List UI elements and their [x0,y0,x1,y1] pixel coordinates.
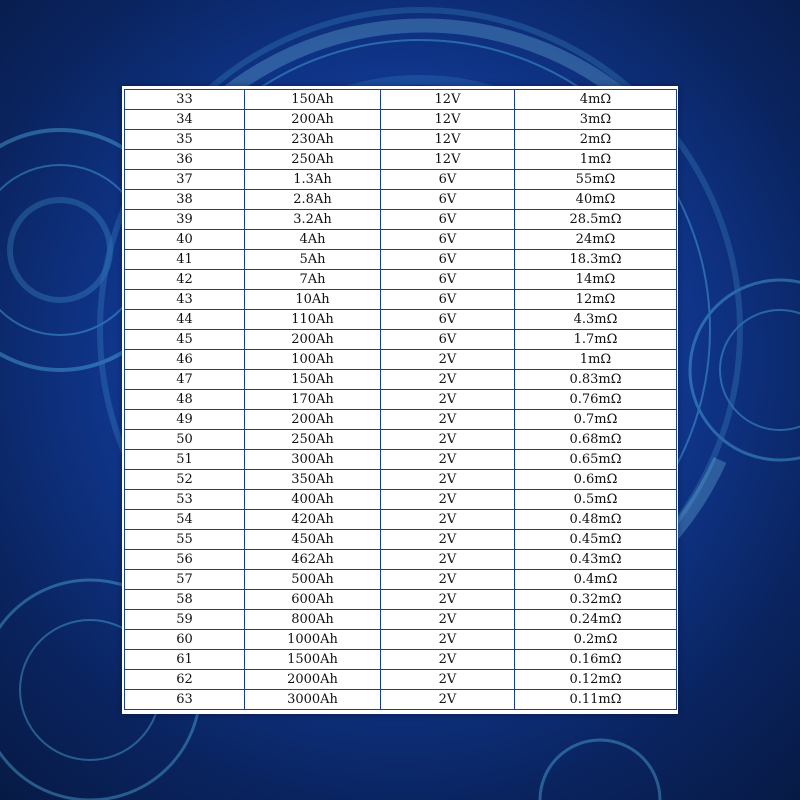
cell-no: 62 [125,670,245,690]
cell-voltage: 2V [381,450,515,470]
table-row [125,390,677,410]
table-row [125,590,677,610]
cell-capacity: 2000Ah [245,670,381,690]
cell-resistance: 0.5mΩ [515,490,677,510]
cell-capacity: 100Ah [245,350,381,370]
cell-voltage: 6V [381,310,515,330]
cell-capacity: 500Ah [245,570,381,590]
cell-resistance: 0.16mΩ [515,650,677,670]
cell-capacity: 3.2Ah [245,210,381,230]
cell-no: 40 [125,230,245,250]
cell-resistance: 24mΩ [515,230,677,250]
cell-voltage: 12V [381,150,515,170]
cell-capacity: 200Ah [245,410,381,430]
table-row [125,610,677,630]
cell-no: 60 [125,630,245,650]
cell-no: 59 [125,610,245,630]
cell-resistance: 0.68mΩ [515,430,677,450]
table-row [125,250,677,270]
cell-capacity: 110Ah [245,310,381,330]
cell-voltage: 12V [381,90,515,110]
cell-resistance: 1mΩ [515,150,677,170]
cell-resistance: 1.7mΩ [515,330,677,350]
table-row [125,470,677,490]
cell-voltage: 6V [381,270,515,290]
cell-resistance: 0.7mΩ [515,410,677,430]
cell-voltage: 6V [381,330,515,350]
cell-no: 63 [125,690,245,710]
cell-resistance: 28.5mΩ [515,210,677,230]
table-row [125,490,677,510]
cell-capacity: 1500Ah [245,650,381,670]
cell-voltage: 2V [381,410,515,430]
cell-no: 51 [125,450,245,470]
cell-resistance: 4.3mΩ [515,310,677,330]
table-row [125,110,677,130]
cell-voltage: 2V [381,490,515,510]
table-row [125,570,677,590]
cell-no: 43 [125,290,245,310]
table-row [125,430,677,450]
spec-table-panel [122,86,678,714]
table-row [125,550,677,570]
table-row [125,650,677,670]
cell-no: 37 [125,170,245,190]
cell-no: 42 [125,270,245,290]
cell-capacity: 250Ah [245,150,381,170]
cell-no: 41 [125,250,245,270]
cell-no: 35 [125,130,245,150]
cell-resistance: 0.11mΩ [515,690,677,710]
cell-resistance: 0.45mΩ [515,530,677,550]
cell-resistance: 0.48mΩ [515,510,677,530]
cell-voltage: 2V [381,570,515,590]
table-row [125,370,677,390]
cell-capacity: 200Ah [245,110,381,130]
cell-capacity: 2.8Ah [245,190,381,210]
cell-voltage: 2V [381,650,515,670]
table-row [125,670,677,690]
cell-voltage: 6V [381,170,515,190]
cell-resistance: 3mΩ [515,110,677,130]
cell-no: 49 [125,410,245,430]
table-row [125,170,677,190]
table-row [125,270,677,290]
cell-voltage: 2V [381,550,515,570]
cell-no: 61 [125,650,245,670]
cell-voltage: 6V [381,250,515,270]
table-row [125,690,677,710]
cell-capacity: 230Ah [245,130,381,150]
table-row [125,330,677,350]
table-row [125,90,677,110]
battery-spec-table [124,89,677,710]
table-row [125,510,677,530]
cell-resistance: 1mΩ [515,350,677,370]
cell-no: 54 [125,510,245,530]
cell-no: 48 [125,390,245,410]
cell-voltage: 2V [381,390,515,410]
cell-resistance: 55mΩ [515,170,677,190]
cell-no: 34 [125,110,245,130]
cell-voltage: 2V [381,470,515,490]
cell-capacity: 3000Ah [245,690,381,710]
table-row [125,150,677,170]
cell-no: 56 [125,550,245,570]
cell-capacity: 450Ah [245,530,381,550]
cell-no: 33 [125,90,245,110]
cell-no: 38 [125,190,245,210]
cell-voltage: 2V [381,370,515,390]
cell-capacity: 420Ah [245,510,381,530]
cell-resistance: 0.24mΩ [515,610,677,630]
cell-voltage: 6V [381,210,515,230]
cell-capacity: 10Ah [245,290,381,310]
cell-no: 50 [125,430,245,450]
table-row [125,230,677,250]
cell-voltage: 2V [381,590,515,610]
table-row [125,410,677,430]
cell-resistance: 0.4mΩ [515,570,677,590]
cell-resistance: 0.12mΩ [515,670,677,690]
cell-voltage: 2V [381,610,515,630]
cell-resistance: 2mΩ [515,130,677,150]
cell-capacity: 1.3Ah [245,170,381,190]
cell-no: 53 [125,490,245,510]
cell-voltage: 2V [381,510,515,530]
cell-no: 36 [125,150,245,170]
cell-voltage: 6V [381,190,515,210]
cell-resistance: 0.43mΩ [515,550,677,570]
cell-resistance: 0.76mΩ [515,390,677,410]
cell-voltage: 2V [381,670,515,690]
cell-no: 46 [125,350,245,370]
cell-no: 52 [125,470,245,490]
cell-no: 47 [125,370,245,390]
cell-resistance: 0.83mΩ [515,370,677,390]
cell-voltage: 2V [381,690,515,710]
table-body [125,90,677,710]
cell-voltage: 12V [381,110,515,130]
cell-capacity: 7Ah [245,270,381,290]
table-row [125,130,677,150]
cell-capacity: 1000Ah [245,630,381,650]
cell-capacity: 800Ah [245,610,381,630]
cell-voltage: 6V [381,290,515,310]
cell-resistance: 12mΩ [515,290,677,310]
cell-voltage: 12V [381,130,515,150]
cell-voltage: 6V [381,230,515,250]
cell-capacity: 5Ah [245,250,381,270]
table-row [125,530,677,550]
cell-resistance: 18.3mΩ [515,250,677,270]
cell-resistance: 14mΩ [515,270,677,290]
cell-capacity: 462Ah [245,550,381,570]
cell-capacity: 170Ah [245,390,381,410]
table-row [125,350,677,370]
cell-voltage: 2V [381,530,515,550]
cell-capacity: 250Ah [245,430,381,450]
cell-no: 45 [125,330,245,350]
cell-resistance: 0.2mΩ [515,630,677,650]
table-row [125,210,677,230]
cell-voltage: 2V [381,350,515,370]
table-row [125,630,677,650]
cell-capacity: 400Ah [245,490,381,510]
cell-no: 55 [125,530,245,550]
cell-resistance: 0.6mΩ [515,470,677,490]
cell-voltage: 2V [381,630,515,650]
cell-capacity: 350Ah [245,470,381,490]
cell-resistance: 4mΩ [515,90,677,110]
cell-no: 58 [125,590,245,610]
cell-capacity: 300Ah [245,450,381,470]
cell-resistance: 0.32mΩ [515,590,677,610]
cell-resistance: 40mΩ [515,190,677,210]
cell-no: 57 [125,570,245,590]
cell-no: 44 [125,310,245,330]
table-row [125,190,677,210]
cell-voltage: 2V [381,430,515,450]
cell-no: 39 [125,210,245,230]
cell-capacity: 4Ah [245,230,381,250]
table-row [125,290,677,310]
cell-resistance: 0.65mΩ [515,450,677,470]
cell-capacity: 150Ah [245,370,381,390]
cell-capacity: 200Ah [245,330,381,350]
cell-capacity: 600Ah [245,590,381,610]
table-row [125,310,677,330]
table-row [125,450,677,470]
cell-capacity: 150Ah [245,90,381,110]
